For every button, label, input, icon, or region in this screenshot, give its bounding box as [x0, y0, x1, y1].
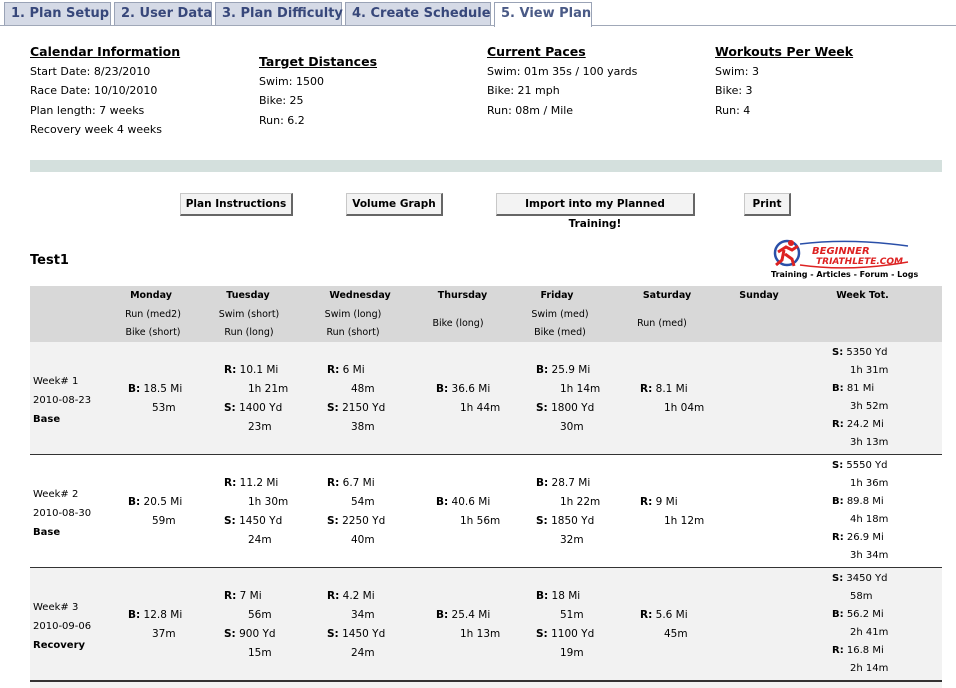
logo-text-triathlete: TRIATHLETE.COM [816, 257, 903, 267]
wednesday-desc: Swim (long) Run (short) [324, 309, 382, 338]
table-header [30, 286, 942, 342]
fri-workout[interactable]: B: 25.9 Mi 1h 14m S: 1800 Yd 30m [536, 364, 601, 433]
week-label: Week# 2 2010-08-30 Base [33, 489, 92, 538]
pace-run: Run: 08m / Mile [487, 103, 574, 117]
next-week-row-edge [30, 681, 942, 688]
col-friday: Friday [540, 290, 574, 301]
saturday-desc: Run (med) [637, 318, 687, 329]
target-distances [259, 52, 377, 130]
thursday-desc: Bike (long) [432, 318, 484, 329]
tab-plan-setup[interactable]: 1. Plan Setup [4, 2, 111, 25]
import-planned-training-button[interactable]: Import into my Planned Training! [496, 193, 695, 216]
wed-workout[interactable]: R: 6.7 Mi 54m S: 2250 Yd 40m [327, 477, 386, 546]
col-week-total: Week Tot. [836, 290, 889, 301]
col-tuesday: Tuesday [226, 290, 270, 301]
thu-workout[interactable]: B: 40.6 Mi 1h 56m [436, 496, 501, 527]
tue-workout[interactable]: R: 11.2 Mi 1h 30m S: 1450 Yd 24m [224, 477, 289, 546]
fri-workout[interactable]: B: 18 Mi 51m S: 1100 Yd 19m [536, 590, 595, 659]
workouts-swim: Swim: 3 [715, 65, 759, 78]
workouts-run: Run: 4 [715, 103, 751, 117]
logo-text-beginner: BEGINNER [812, 246, 870, 257]
sat-workout[interactable]: R: 9 Mi 1h 12m [640, 496, 705, 527]
thu-workout[interactable]: B: 36.6 Mi 1h 44m [436, 383, 501, 414]
week-total: S: 5350 Yd 1h 31m B: 81 Mi 3h 52m R: 24.2 Mi 3h 13m [832, 347, 889, 448]
target-run: Run: 6.2 [259, 113, 305, 127]
friday-desc: Swim (med) Bike (med) [531, 309, 589, 338]
week-total: S: 3450 Yd 58m B: 56.2 Mi 2h 41m R: 16.8 Mi 2h 14m [832, 573, 889, 674]
col-sunday: Sunday [739, 290, 779, 301]
pace-swim: Swim: 01m 35s / 100 yards [487, 65, 638, 78]
mon-workout[interactable]: B: 12.8 Mi 37m [128, 609, 183, 640]
runner-logo-icon [770, 238, 910, 270]
schedule-table [30, 286, 942, 681]
race-date: Race Date: 10/10/2010 [30, 84, 158, 98]
tab-user-data[interactable]: 2. User Data [114, 2, 212, 25]
sat-workout[interactable]: R: 5.6 Mi 45m [640, 609, 688, 640]
current-paces [487, 42, 637, 120]
tue-workout[interactable]: R: 10.1 Mi 1h 21m S: 1400 Yd 23m [224, 364, 289, 433]
wed-workout[interactable]: R: 4.2 Mi 34m S: 1450 Yd 24m [327, 590, 386, 659]
tab-plan-difficulty[interactable]: 3. Plan Difficulty [215, 2, 342, 25]
tue-workout[interactable]: R: 7 Mi 56m S: 900 Yd 15m [224, 590, 276, 659]
beginner-triathlete-logo[interactable] [770, 238, 919, 284]
calendar-info [30, 42, 180, 139]
mon-workout[interactable]: B: 18.5 Mi 53m [128, 383, 183, 414]
week-label: Week# 3 2010-09-06 Recovery [33, 602, 92, 651]
workouts-bike: Bike: 3 [715, 84, 753, 98]
print-button[interactable]: Print [744, 193, 791, 216]
tuesday-desc: Swim (short) Run (long) [218, 309, 280, 338]
col-wednesday: Wednesday [329, 290, 391, 301]
workouts-heading: Workouts Per Week [715, 44, 854, 59]
col-saturday: Saturday [642, 290, 692, 301]
pace-bike: Bike: 21 mph [487, 84, 560, 98]
plan-length: Plan length: 7 weeks [30, 103, 145, 117]
week-total: S: 5550 Yd 1h 36m B: 89.8 Mi 4h 18m R: 26.9 Mi 3h 34m [832, 460, 889, 561]
week-label: Week# 1 2010-08-23 Base [33, 376, 92, 425]
target-swim: Swim: 1500 [259, 75, 324, 88]
col-monday: Monday [130, 290, 172, 301]
table-row [30, 455, 942, 568]
plan-instructions-button[interactable]: Plan Instructions [180, 193, 293, 216]
target-bike: Bike: 25 [259, 94, 304, 108]
logo-tagline: Training - Articles - Forum - Logs [771, 270, 919, 279]
wizard-tabs [0, 0, 956, 26]
tab-view-plan[interactable]: 5. View Plan [494, 2, 592, 27]
plan-title: Test1 [30, 253, 69, 268]
thu-workout[interactable]: B: 25.4 Mi 1h 13m [436, 609, 501, 640]
tab-create-schedule[interactable]: 4. Create Schedule [345, 2, 491, 25]
table-row [30, 342, 942, 455]
paces-heading: Current Paces [487, 44, 586, 59]
sat-workout[interactable]: R: 8.1 Mi 1h 04m [640, 383, 705, 414]
monday-desc: Run (med2) Bike (short) [125, 309, 181, 338]
divider-bar [30, 160, 942, 172]
workouts-per-week [715, 42, 853, 120]
calendar-heading: Calendar Information [30, 44, 181, 59]
fri-workout[interactable]: B: 28.7 Mi 1h 22m S: 1850 Yd 32m [536, 477, 601, 546]
table-row [30, 568, 942, 681]
col-thursday: Thursday [437, 290, 488, 301]
recovery-week: Recovery week 4 weeks [30, 122, 163, 136]
mon-workout[interactable]: B: 20.5 Mi 59m [128, 496, 183, 527]
targets-heading: Target Distances [259, 54, 378, 69]
wed-workout[interactable]: R: 6 Mi 48m S: 2150 Yd 38m [327, 364, 386, 433]
start-date: Start Date: 8/23/2010 [30, 65, 151, 78]
volume-graph-button[interactable]: Volume Graph [346, 193, 443, 216]
